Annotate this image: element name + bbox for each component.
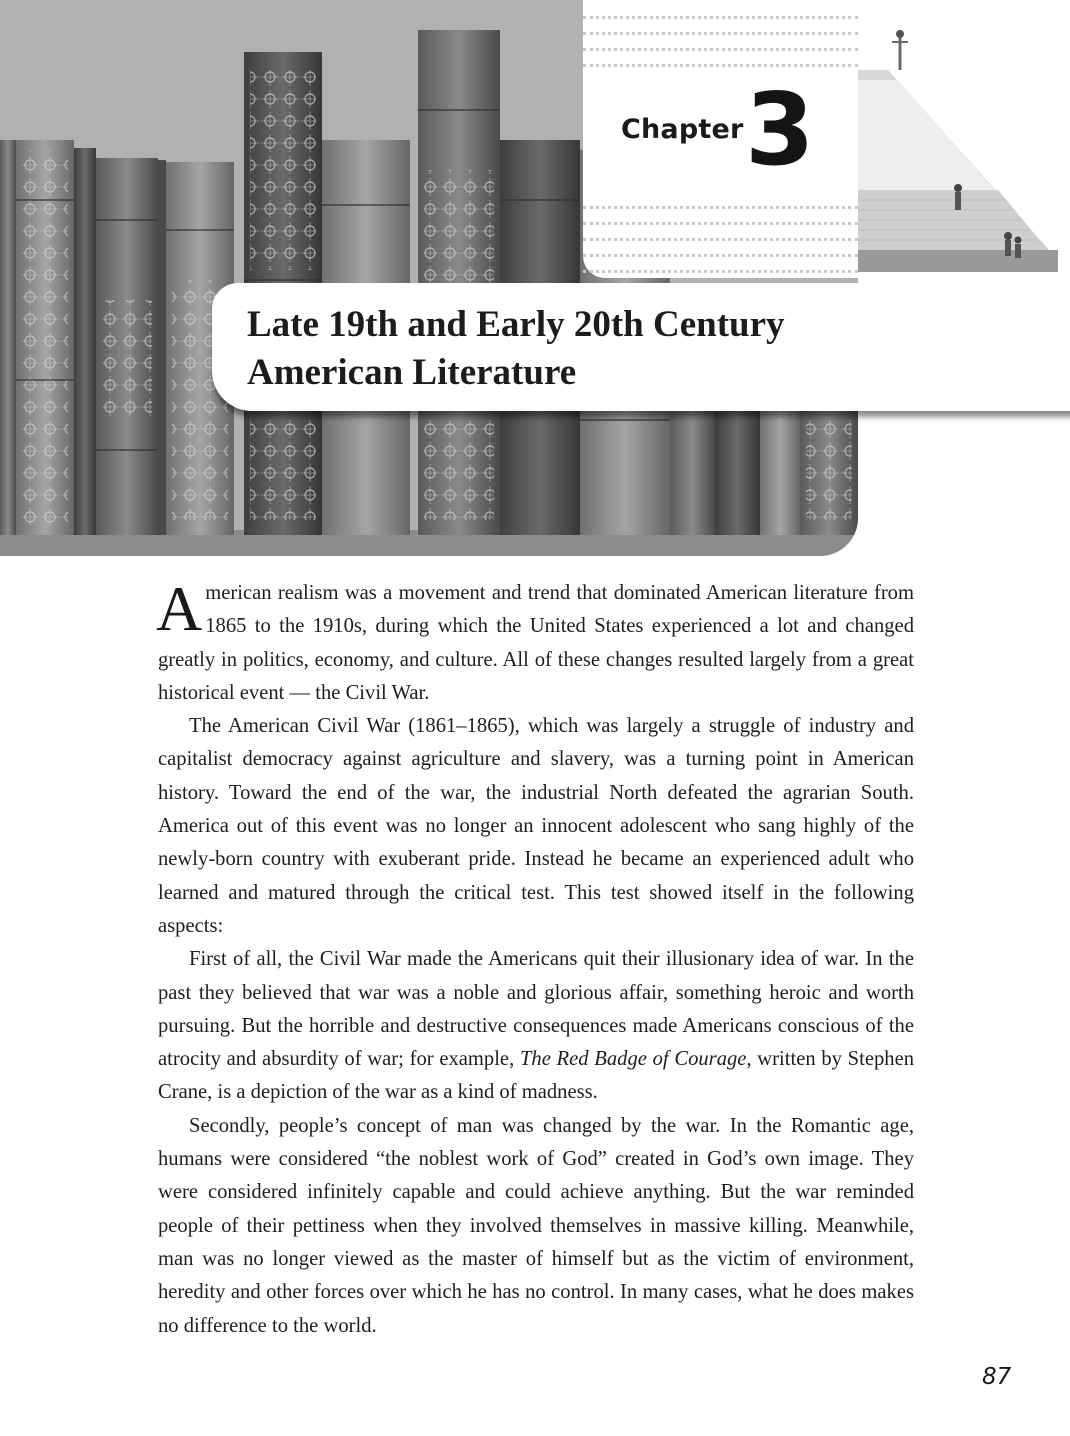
chapter-title-line-1: Late 19th and Early 20th Century (247, 304, 785, 345)
chapter-header (0, 0, 1070, 560)
book-title-red-badge: The Red Badge of Courage (519, 1048, 747, 1071)
paragraph-3 (158, 943, 914, 1109)
chapter-title-line-2: American Literature (247, 352, 577, 393)
dotted-rule (583, 32, 858, 35)
paragraph-1-text: merican realism was a movement and trend that dominated American literature from 1865 to the 1910s, during which the United States experienced a lot and changed greatly in politics, economy, and culture. All of these changes resulted largely from a great historical event — the Civil War. (158, 582, 914, 704)
dotted-rule (583, 238, 858, 241)
paragraph-4: Secondly, people’s concept of man was changed by the war. In the Romantic age, humans were considered “the noblest work of God” created in God’s own image. They were considered infinitely capable and could achieve anything. But the war reminded people of their pettiness when they involved themselves in massive killing. Meanwhile, man was no longer viewed as the master of himself but as the victim of environment, heredity and other forces over which he has no control. In many cases, what he does makes no difference to the world. (158, 1114, 914, 1337)
chapter-label: Chapter (621, 114, 744, 145)
dotted-rule (583, 206, 858, 209)
dotted-rule (583, 254, 858, 257)
page-number: 87 (982, 1364, 1012, 1390)
chapter-title-bar (212, 283, 1070, 411)
chapter-body-text (156, 573, 915, 1343)
paragraph-3-text-before: First of all, the Civil War made the Americans quit their illusionary idea of war. In the past they believed that war was a noble and glorious affair, something heroic and worth pursuing. But the horrible and destructive consequences made Americans conscious of the atrocity and absurdity of war; for example, (158, 948, 914, 1071)
dotted-rule (583, 270, 858, 273)
open-book-with-figures-icon (858, 0, 1070, 278)
chapter-title (247, 301, 1047, 397)
chapter-number: 3 (745, 71, 815, 188)
chapter-label-box (583, 0, 858, 278)
paragraph-2: The American Civil War (1861–1865), which was largely a struggle of industry and capitalist democracy against agriculture and slavery, was a turning point in American history. Toward the end of the war, the industrial North defeated the agrarian South. America out of this event was no longer an innocent adolescent who sang highly of the newly-born country with exuberant pride. Instead he became an experienced adult who learned and matured through the critical test. This test showed itself in the following aspects: (158, 715, 914, 937)
paragraph-3-text-after: , written by Stephen Crane, is a depiction of the war as a kind of madness. (158, 1048, 915, 1104)
drop-cap: A (156, 573, 203, 644)
dotted-rule (583, 222, 858, 225)
paragraph-1 (156, 573, 914, 710)
dotted-rule (583, 64, 858, 67)
dotted-rule (583, 16, 858, 19)
dotted-rule (583, 48, 858, 51)
